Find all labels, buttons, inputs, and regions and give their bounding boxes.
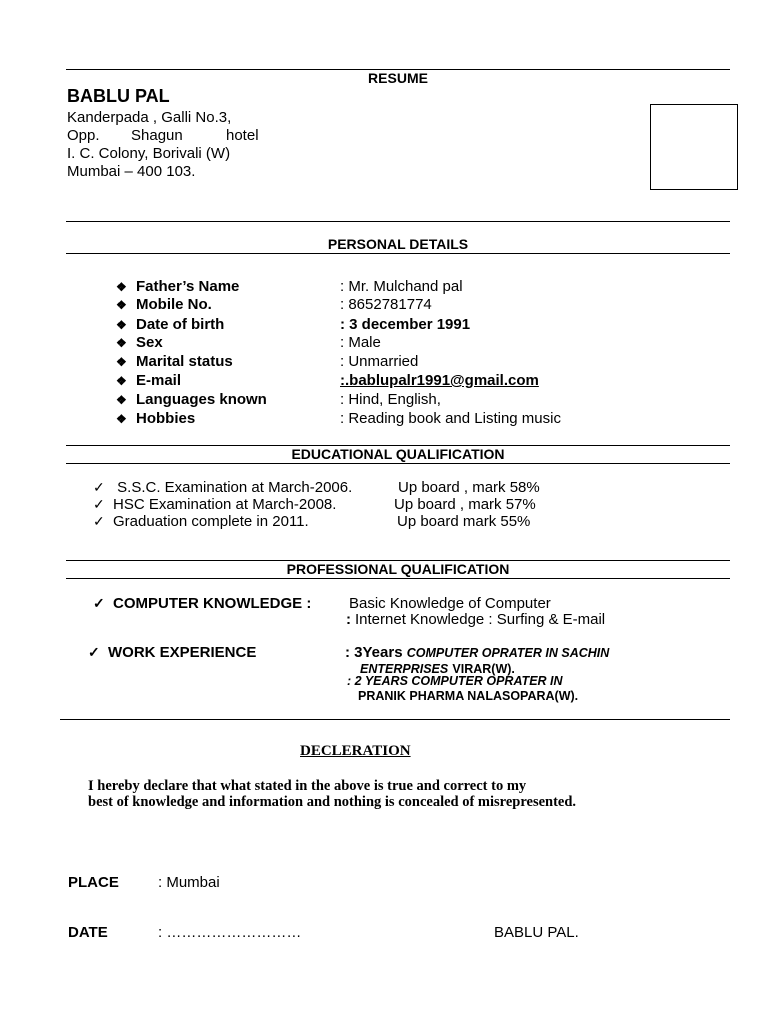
personal-details-heading: PERSONAL DETAILS: [327, 236, 469, 252]
work-line-1-italic: COMPUTER OPRATER IN SACHIN: [406, 646, 610, 660]
education-text: S.S.C. Examination at March-2006.: [113, 479, 353, 496]
detail-value-marital: : Unmarried: [340, 353, 419, 370]
work-years-1: : 3Years: [345, 644, 403, 661]
education-board-hsc: Up board , mark 57%: [394, 496, 536, 513]
checkmark-icon: ✓: [88, 644, 100, 660]
work-experience-label: WORK EXPERIENCE: [108, 644, 257, 661]
education-heading: EDUCATIONAL QUALIFICATION: [291, 446, 505, 462]
detail-label: Mobile No.: [136, 296, 212, 313]
education-board-ssc: Up board , mark 58%: [398, 479, 540, 496]
detail-value-email: :.bablupalr1991@gmail.com: [340, 372, 539, 389]
address-line-2b: Shagun: [131, 127, 183, 144]
work-line-2-rest: VIRAR(W).: [452, 662, 515, 676]
address-line-2a: Opp.: [67, 127, 100, 144]
address-line-1: Kanderpada , Galli No.3,: [67, 109, 232, 126]
detail-row-languages: [116, 391, 267, 408]
candidate-name: BABLU PAL: [67, 86, 170, 106]
education-item-graduation: [93, 513, 309, 530]
detail-label: Languages known: [136, 391, 267, 408]
detail-label: E-mail: [136, 372, 182, 389]
signature-name: BABLU PAL.: [494, 924, 579, 941]
diamond-bullet-icon: ❖: [116, 393, 127, 407]
detail-label: Sex: [136, 334, 163, 351]
detail-row-sex: [116, 334, 163, 351]
education-item-hsc: [93, 496, 336, 513]
education-rule-bottom: [66, 463, 730, 464]
diamond-bullet-icon: ❖: [116, 318, 127, 332]
declaration-line-2: best of knowledge and information and nothing is concealed of misrepresented.: [88, 794, 577, 810]
education-board-graduation: Up board mark 55%: [397, 513, 531, 530]
checkmark-icon: ✓: [93, 479, 105, 495]
diamond-bullet-icon: ❖: [116, 412, 127, 426]
detail-row-email: [116, 372, 181, 389]
detail-value-hobbies: : Reading book and Listing music: [340, 410, 561, 427]
work-experience-line-3: : 2 YEARS COMPUTER OPRATER IN: [347, 674, 563, 688]
computer-knowledge-label: COMPUTER KNOWLEDGE :: [113, 595, 312, 612]
work-experience-line-4: PRANIK PHARMA NALASOPARA(W).: [358, 689, 579, 703]
detail-value-mobile: : 8652781774: [340, 296, 432, 313]
computer-knowledge-colon: :: [346, 611, 351, 628]
checkmark-icon: ✓: [93, 595, 105, 611]
detail-row-fathers-name: [116, 278, 239, 295]
resume-title: RESUME: [368, 70, 428, 86]
personal-rule-top: [66, 221, 730, 222]
diamond-bullet-icon: ❖: [116, 374, 127, 388]
date-label: DATE: [68, 924, 108, 941]
detail-value-languages: : Hind, English,: [340, 391, 441, 408]
detail-label: Hobbies: [136, 410, 196, 427]
personal-rule-bottom: [66, 253, 730, 254]
detail-row-mobile: [116, 296, 212, 313]
detail-row-dob: [116, 316, 224, 333]
education-item-ssc: [93, 479, 352, 496]
detail-value-sex: : Male: [340, 334, 381, 351]
professional-section-end-rule: [60, 719, 730, 720]
professional-rule-bottom: [66, 578, 730, 579]
work-experience-line-1: [345, 644, 609, 661]
photo-placeholder: [650, 104, 738, 190]
detail-row-hobbies: [116, 410, 195, 427]
detail-label: Date of birth: [136, 316, 225, 333]
address-line-3: I. C. Colony, Borivali (W): [67, 145, 231, 162]
computer-knowledge-line-2: Internet Knowledge : Surfing & E-mail: [355, 611, 606, 628]
date-value: : ………………………: [158, 924, 302, 941]
place-value: : Mumbai: [158, 874, 220, 891]
detail-value-fathers-name: : Mr. Mulchand pal: [340, 278, 463, 295]
education-text: Graduation complete in 2011.: [113, 513, 309, 530]
professional-heading: PROFESSIONAL QUALIFICATION: [286, 561, 510, 577]
declaration-heading: DECLERATION: [300, 743, 411, 759]
detail-row-marital: [116, 353, 233, 370]
declaration-line-1: I hereby declare that what stated in the above is true and correct to my: [88, 778, 527, 794]
checkmark-icon: ✓: [93, 496, 105, 512]
address-line-2c: hotel: [226, 127, 259, 144]
work-line-2-italic: ENTERPRISES: [360, 662, 449, 676]
detail-label: Father’s Name: [136, 278, 240, 295]
diamond-bullet-icon: ❖: [116, 336, 127, 350]
checkmark-icon: ✓: [93, 513, 105, 529]
education-text: HSC Examination at March-2008.: [113, 496, 337, 513]
diamond-bullet-icon: ❖: [116, 355, 127, 369]
computer-knowledge-row: [93, 595, 311, 612]
work-experience-row: [88, 644, 256, 661]
diamond-bullet-icon: ❖: [116, 298, 127, 312]
diamond-bullet-icon: ❖: [116, 280, 127, 294]
address-line-4: Mumbai – 400 103.: [67, 163, 196, 180]
detail-label: Marital status: [136, 353, 233, 370]
computer-knowledge-line-1: Basic Knowledge of Computer: [349, 595, 551, 612]
place-label: PLACE: [68, 874, 119, 891]
detail-value-dob: : 3 december 1991: [340, 316, 471, 333]
